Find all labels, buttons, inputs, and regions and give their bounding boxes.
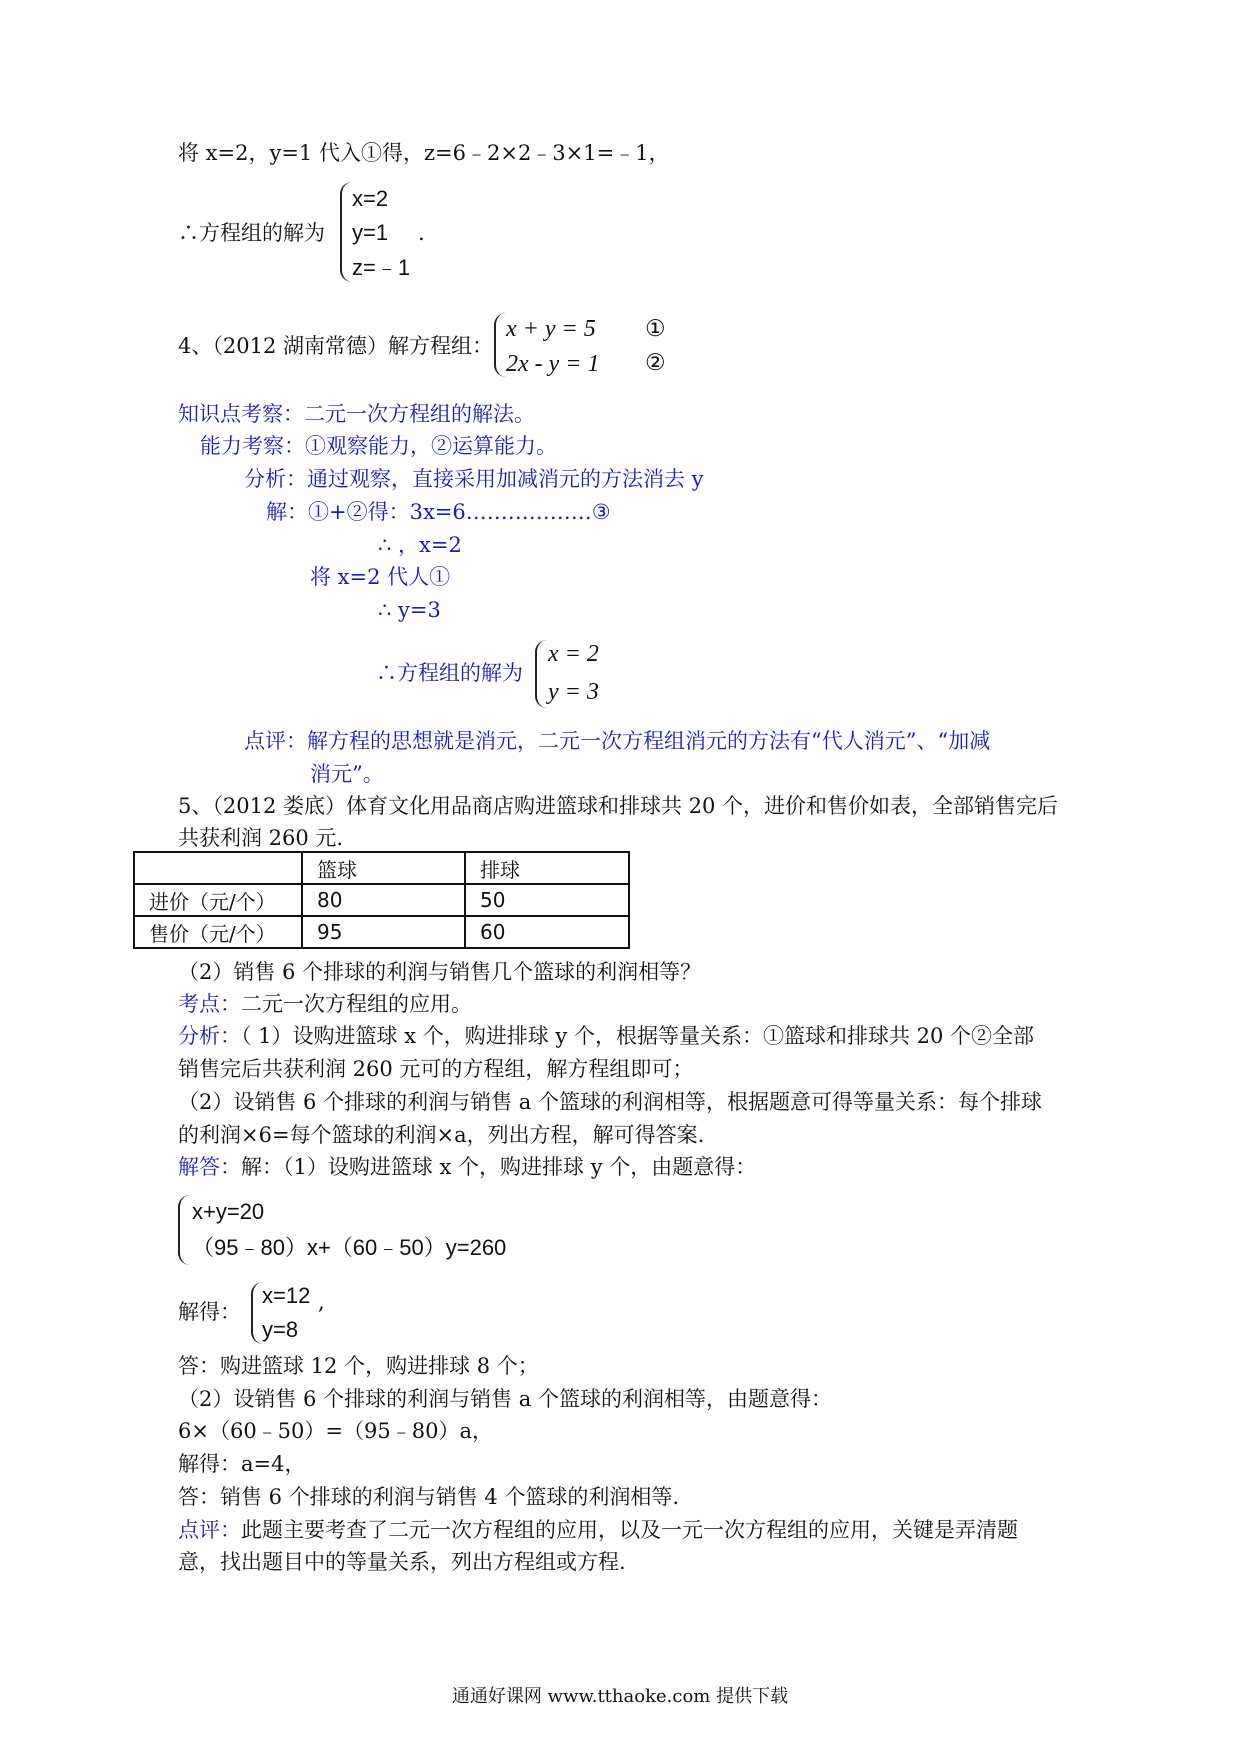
q5-jiede-y: y=8 <box>262 1317 299 1342</box>
q4-eq2-mark: ② <box>645 350 666 376</box>
price-table <box>133 851 630 949</box>
q5-fenxi-line1 <box>178 1022 1034 1050</box>
q4-sol-x: x = 2 <box>548 641 599 667</box>
q5-fenxi-line2: 销售完后共获利润 260 元可的方程组，解方程组即可； <box>178 1057 694 1081</box>
q5-dianping-line2: 意，找出题目中的等量关系，列出方程组或方程. <box>178 1550 626 1574</box>
q3-sol-x: x=2 <box>352 186 389 211</box>
q4-solution-label: ∴方程组的解为 <box>376 661 523 685</box>
kaodian-label: 考点： <box>178 992 241 1016</box>
q5-jiede2: 解得：a=4， <box>178 1452 306 1476</box>
fenxi-label: 分析： <box>178 1024 241 1048</box>
table-header-cell: 篮球 <box>302 852 465 884</box>
dianping-text1: 此题主要考查了二元一次方程组的应用，以及一元一次方程组的应用，关键是弄清题 <box>241 1518 1018 1542</box>
q5-answer1: 答：购进篮球 12 个，购进排球 8 个； <box>178 1354 539 1378</box>
q3-sol-y: y=1 <box>352 220 389 245</box>
q5-part2-question: （2）销售 6 个排球的利润与销售几个篮球的利润相等？ <box>178 960 702 984</box>
table-cell: 进价（元/个） <box>134 884 302 916</box>
q5-jieda <box>178 1153 756 1181</box>
q5-equation: 6×（60﹣50）=（95﹣80）a， <box>178 1419 493 1443</box>
q5-dianping-line1 <box>178 1516 1018 1544</box>
q5-kaodian <box>178 990 472 1018</box>
fenxi-text1: （ 1）设购进篮球 x 个，购进排球 y 个，根据等量关系：①篮球和排球共 20 个②全部 <box>241 1024 1035 1048</box>
q4-eq1-mark: ① <box>645 316 666 342</box>
q4-eq1: x + y = 5 <box>506 316 596 342</box>
table-cell: 60 <box>465 916 629 948</box>
table-header-cell: 排球 <box>465 852 629 884</box>
q4-analysis: 分析：通过观察，直接采用加减消元的方法消去 y <box>244 467 704 491</box>
q5-system-eq1: x+y=20 <box>192 1199 265 1224</box>
q4-therefore-x: ∴ ，x=2 <box>378 533 462 557</box>
q4-sol-y: y = 3 <box>548 679 599 705</box>
q3-sol-z: z=﹣1 <box>352 255 411 280</box>
table-cell: 95 <box>302 916 465 948</box>
q5-fenxi-line4: 的利润×6=每个篮球的利润×a，列出方程，解可得答案. <box>178 1123 705 1147</box>
q4-brace <box>494 313 506 377</box>
q3-solution-label: ∴方程组的解为 <box>178 221 325 245</box>
q5-fenxi-line3: （2）设销售 6 个排球的利润与销售 a 个篮球的利润相等，根据题意可得等量关系：每个排球 <box>178 1090 1042 1114</box>
q5-system-eq2: （95﹣80）x+（60﹣50）y=260 <box>192 1235 507 1260</box>
q5-prompt-line1: 5、（2012 娄底）体育文化用品商店购进篮球和排球共 20 个，进价和售价如表，全部销售完后 <box>178 794 1059 818</box>
q4-therefore-y: ∴ y=3 <box>378 598 441 622</box>
q5-system-brace <box>178 1195 190 1265</box>
dianping-label: 点评： <box>178 1518 241 1542</box>
q5-prompt-line2: 共获利润 260 元. <box>178 826 344 850</box>
q5-answer2: 答：销售 6 个排球的利润与销售 4 个篮球的利润相等. <box>178 1485 680 1509</box>
q5-part2: （2）设销售 6 个排球的利润与销售 a 个篮球的利润相等，由题意得： <box>178 1387 832 1411</box>
table-cell: 售价（元/个） <box>134 916 302 948</box>
table-header-cell <box>134 852 302 884</box>
q3-substitute-line: 将 x=2，y=1 代入①得，z=6﹣2×2﹣3×1=﹣1， <box>178 141 670 165</box>
q4-prompt: 4、（2012 湖南常德）解方程组： <box>178 334 493 358</box>
table-row <box>134 884 629 916</box>
table-header-row <box>134 852 629 884</box>
jieda-label: 解答： <box>178 1155 241 1179</box>
q4-eq2: 2x - y = 1 <box>506 351 600 377</box>
q3-period: . <box>418 221 425 245</box>
q4-knowledge: 知识点考察：二元一次方程组的解法。 <box>178 402 535 426</box>
footer-credit: 通通好课网 www.tthaoke.com 提供下载 <box>451 1686 789 1707</box>
table-row <box>134 916 629 948</box>
q5-jiede-label: 解得： <box>178 1300 241 1324</box>
table-cell: 50 <box>465 884 629 916</box>
q4-solve-step1: 解：①+②得：3x=6………………③ <box>266 500 611 524</box>
table-cell: 80 <box>302 884 465 916</box>
jieda-text: 解：（1）设购进篮球 x 个，购进排球 y 个，由题意得： <box>241 1155 757 1179</box>
q4-solution-brace <box>535 640 547 708</box>
q4-comment-line2: 消元”。 <box>310 762 384 786</box>
q5-jiede-comma: , <box>318 1290 325 1314</box>
q4-comment-line1: 点评：解方程的思想就是消元，二元一次方程组消元的方法有“代人消元”、“加减 <box>244 729 991 753</box>
q5-jiede-x: x=12 <box>262 1283 311 1308</box>
q3-brace <box>340 182 352 282</box>
kaodian-text: 二元一次方程组的应用。 <box>241 992 472 1016</box>
q4-ability: 能力考察：①观察能力，②运算能力。 <box>200 434 557 458</box>
q4-substitute: 将 x=2 代人① <box>310 565 451 589</box>
